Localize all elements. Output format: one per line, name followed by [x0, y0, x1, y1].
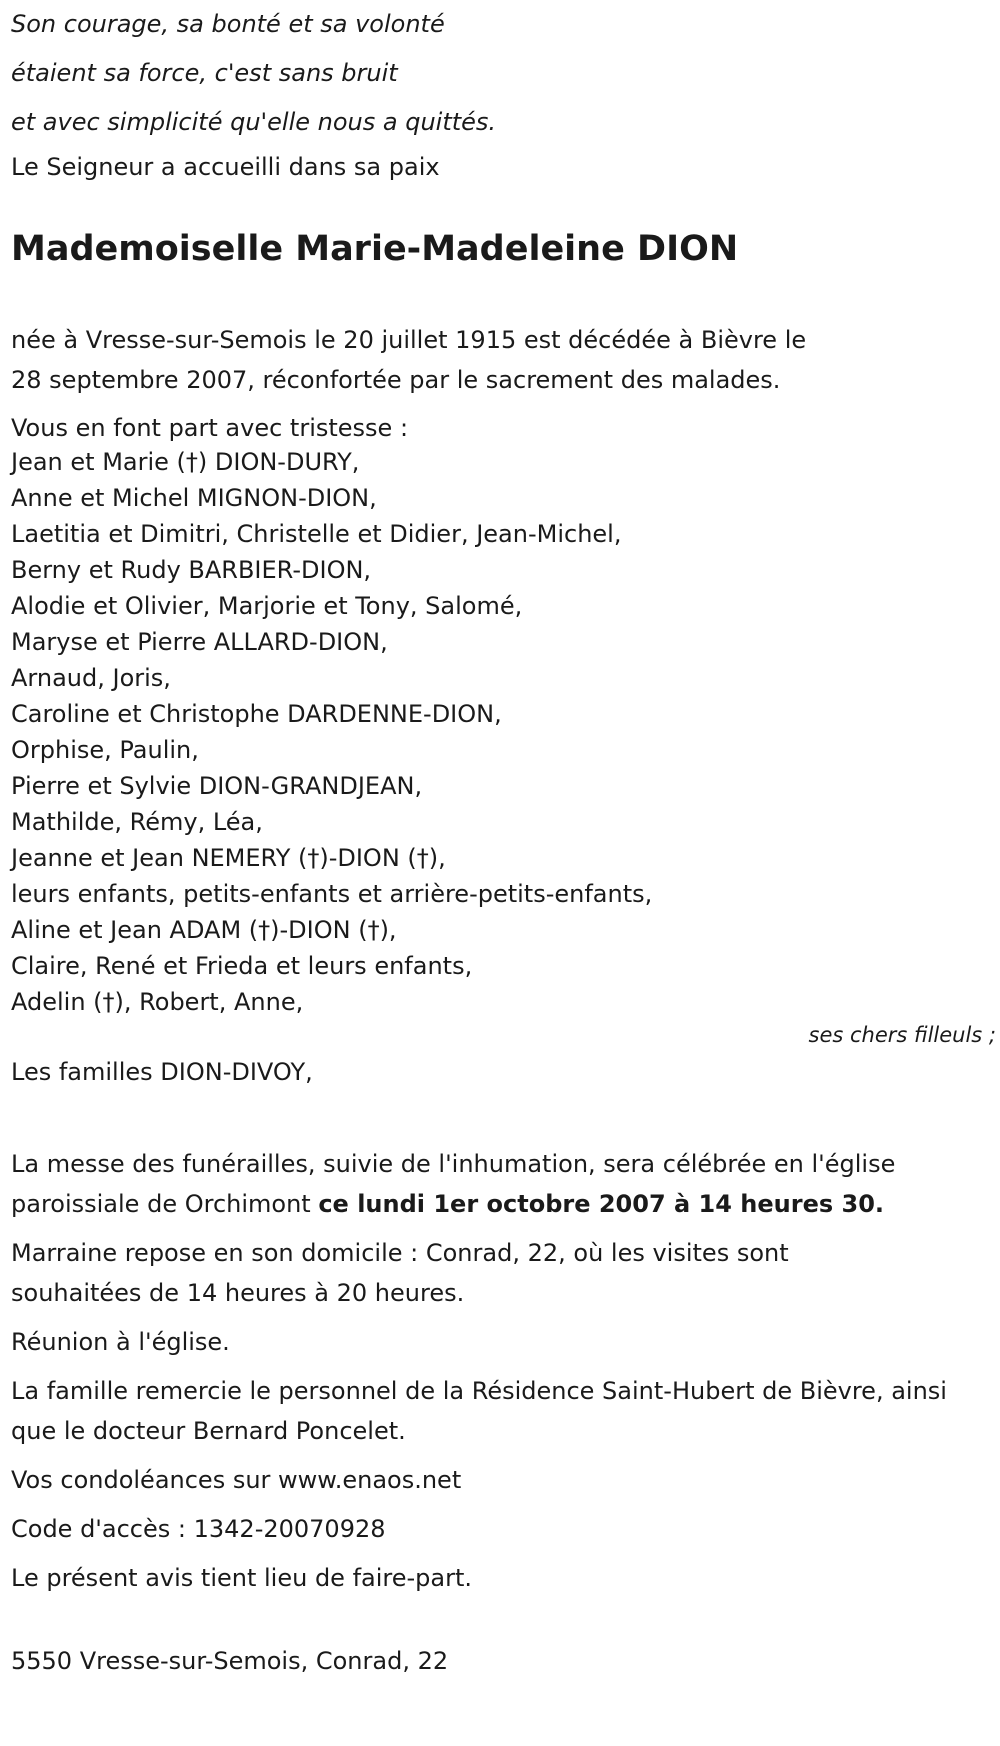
funeral-text	[11, 1144, 986, 1224]
visits-text: Marraine repose en son domicile : Conrad, 22, où les visites sont souhaitées de 14 heures à 20 heures.	[11, 1239, 789, 1307]
funeral-date: ce lundi 1er octobre 2007 à 14 heures 30.	[318, 1190, 885, 1218]
obituary-notice	[11, 0, 996, 1681]
family-line: Alodie et Olivier, Marjorie et Tony, Salomé,	[11, 592, 523, 620]
poem-line-1: Son courage, sa bonté et sa volonté	[11, 10, 445, 38]
family-line: Mathilde, Rémy, Léa,	[11, 808, 263, 836]
family-line: Jean et Marie (†) DION-DURY,	[11, 448, 360, 476]
poem-line-2: étaient sa force, c'est sans bruit	[11, 59, 398, 87]
welcome-line: Le Seigneur a accueilli dans sa paix	[11, 153, 440, 181]
family-line: Arnaud, Joris,	[11, 664, 171, 692]
family-line: Jeanne et Jean NEMERY (†)-DION (†),	[11, 844, 446, 872]
family-line: Aline et Jean ADAM (†)-DION (†),	[11, 916, 397, 944]
condolences-text: Vos condoléances sur www.enaos.net	[11, 1466, 462, 1494]
families-line: Les familles DION-DIVOY,	[11, 1058, 313, 1086]
deceased-name: Mademoiselle Marie-Madeleine DION	[11, 229, 739, 269]
poem-line-3: et avec simplicité qu'elle nous a quittés.	[11, 108, 497, 136]
birth-death-text: née à Vresse-sur-Semois le 20 juillet 1915 est décédée à Bièvre le 28 septembre 2007, réconfortée par le sacrement des malades.	[11, 326, 807, 394]
family-line: Pierre et Sylvie DION-GRANDJEAN,	[11, 772, 423, 800]
address-line: 5550 Vresse-sur-Semois, Conrad, 22	[11, 1647, 449, 1675]
funeral-description: La messe des funérailles, suivie de l'inhumation, sera célébrée en l'église paroissiale de Orchimont	[11, 1150, 896, 1218]
thanks-text: La famille remercie le personnel de la Résidence Saint-Hubert de Bièvre, ainsi que le docteur Bernard Poncelet.	[11, 1377, 947, 1445]
announce-text: Vous en font part avec tristesse :	[11, 414, 409, 442]
family-line: Maryse et Pierre ALLARD-DION,	[11, 628, 388, 656]
family-line: Berny et Rudy BARBIER-DION,	[11, 556, 372, 584]
godchildren-label: ses chers filleuls ;	[808, 1023, 996, 1047]
family-line: Caroline et Christophe DARDENNE-DION,	[11, 700, 502, 728]
family-list	[11, 444, 991, 1020]
meeting-text: Réunion à l'église.	[11, 1328, 230, 1356]
family-line: Orphise, Paulin,	[11, 736, 199, 764]
family-line: Adelin (†), Robert, Anne,	[11, 988, 304, 1016]
family-line: Anne et Michel MIGNON-DION,	[11, 484, 377, 512]
family-line: Laetitia et Dimitri, Christelle et Didier, Jean-Michel,	[11, 520, 622, 548]
family-line: leurs enfants, petits-enfants et arrière-petits-enfants,	[11, 880, 653, 908]
notice-text: Le présent avis tient lieu de faire-part.	[11, 1564, 473, 1592]
family-line: Claire, René et Frieda et leurs enfants,	[11, 952, 473, 980]
access-code: Code d'accès : 1342-20070928	[11, 1515, 386, 1543]
